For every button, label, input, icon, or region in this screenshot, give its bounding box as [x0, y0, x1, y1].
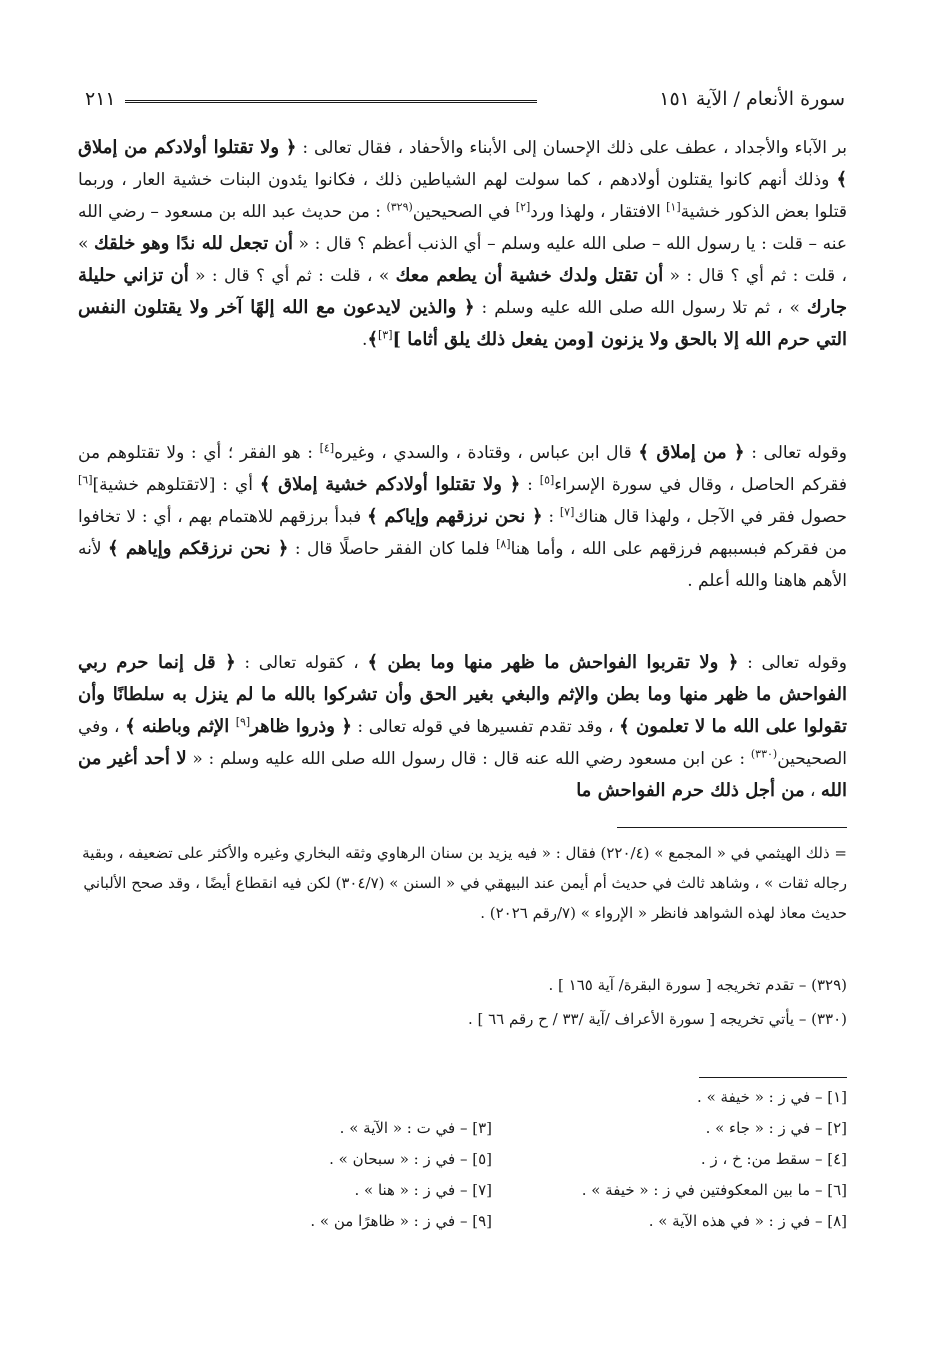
body-text: الافتقار ، ولهذا ورد: [530, 202, 667, 222]
body-text: حصول فقر في الآجل ، ولهذا قال هناك: [574, 507, 847, 527]
manuscript-note: [٢] – في ز : « جاء » .: [705, 1119, 847, 1137]
quoted-text: ﴿ والذين لايدعون مع الله إلهًا آخر ولا يقتلون النفس التي حرم الله إلا بالحق ولا يزنون [ومن يفعل ذلك يلق أثاما ]: [78, 297, 847, 350]
quoted-text: ﴿ قل إنما حرم ربي الفواحش ما ظهر منها وما بطن والإثم والبغي بغير الحق وأن تشركوا بالله ما لم ينزل به سلطانًا وأن تقولوا على الله ما لا تعلمون ﴾: [78, 652, 848, 737]
body-text: ، وفي الصحيحين: [78, 717, 847, 769]
quoted-text: ﴿ وذروا ظاهر: [250, 716, 352, 737]
paragraph-2: [78, 437, 847, 597]
quoted-text: من أجل ذلك حرم الفواحش ما: [576, 780, 805, 801]
quoted-text: أن تزاني حليلة جارك: [78, 265, 847, 318]
quoted-text: أن تقتل ولدك خشية أن يطعم معك: [395, 265, 664, 286]
body-text: » ، قلت : ثم أي ؟ قال : «: [188, 266, 396, 286]
reference-marker: [٧]: [559, 505, 575, 519]
footnote-continuation: = ذلك الهيثمي في « المجمع » (٢٢٠/٤) فقال : « فيه يزيد بن سنان الرهاوي وثقه البخاري وغيره والأكثر على تضعيفه ، وبقية رجاله ثقات » ، وشاهد ثالث في حديث أم أيمن عند البيهقي في « السنن » (٣٠٤/٧) لكن فيه انقطاع أيضًا ، وقد صحح الألباني حديث معاذ لهذه الشواهد فانظر « الإرواء » (٧/رقم ٢٠٢٦) .: [82, 844, 847, 922]
body-text: ،: [804, 781, 821, 801]
reference-marker: [٣]: [377, 328, 393, 342]
body-text: بر الآباء والأجداد ، عطف على ذلك الإحسان إلى الأبناء والأحفاد ، فقال تعالى :: [296, 138, 847, 158]
paragraph-1: [78, 132, 847, 356]
manuscript-note: [٦] – ما بين المعكوفتين في ز : « خيفة » .: [581, 1181, 847, 1199]
body-text: ، كقوله تعالى :: [235, 653, 368, 673]
body-text: » ، قلت : ثم أي ؟ قال : «: [78, 234, 847, 286]
note-row: [230, 1119, 847, 1150]
reference-marker: [١]: [666, 200, 681, 214]
quoted-text: لا أحد أغير من الله: [78, 748, 847, 801]
page-header: [85, 88, 845, 118]
reference-marker: [٨]: [496, 537, 511, 551]
manuscript-note: [٧] – في ز : « هنا » .: [354, 1181, 492, 1199]
body-text: : هو الفقر ؛ أي : ولا تقتلوهم من فقركم الحاصل ، وقال في سورة الإسراء: [78, 443, 847, 495]
body-text: :: [520, 475, 540, 495]
body-text: وقوله تعالى :: [744, 443, 848, 463]
manuscript-note: [١] – في ز : « خيفة » .: [697, 1088, 847, 1106]
manuscript-note: [٤] – سقط من: خ ، ز .: [700, 1150, 847, 1168]
reference-marker: [٩]: [235, 715, 251, 729]
manuscript-note: [242, 1088, 492, 1119]
paragraph-3: [78, 647, 847, 807]
manuscript-notes: [230, 1088, 847, 1243]
reference-marker: [٥]: [539, 473, 555, 487]
quoted-text: ﴿ ولا تقتلوا أولادكم خشية إملاق ﴾: [259, 474, 521, 495]
body-text: » ، ثم تلا رسول الله صلى الله عليه وسلم :: [474, 298, 807, 318]
body-text: :: [542, 507, 560, 527]
reference-marker: [٦]: [78, 473, 93, 487]
manuscript-note: [٨] – في ز : « في هذه الآية » .: [648, 1212, 847, 1230]
quoted-text: الإثم وباطنه ﴾: [125, 716, 236, 737]
body-text: فلما كان الفقر حاصلًا قال :: [288, 539, 497, 559]
body-text: لأنه الأهم هاهنا والله أعلم .: [78, 539, 847, 591]
body-text: .: [362, 330, 368, 350]
manuscript-note: [٥] – في ز : « سبحان » .: [329, 1150, 492, 1168]
reference-marker: [٤]: [319, 441, 335, 455]
notes-divider: [699, 1077, 847, 1078]
body-text: ، وقد تقدم تفسيرها في قوله تعالى :: [351, 717, 620, 737]
footnote-330: (٣٣٠) – يأتي تخريجه [ سورة الأعراف /آية /٣٣ / ح رقم ٦٦ ] .: [467, 1010, 847, 1028]
note-row: [230, 1181, 847, 1212]
footnote-divider: [617, 827, 847, 828]
reference-marker: (٣٢٩): [386, 200, 413, 214]
note-row: [230, 1150, 847, 1181]
footnote-329: (٣٢٩) – تقدم تخريجه [ سورة البقرة/ آية ١٦٥ ] .: [548, 976, 847, 994]
quoted-text: ﴿ ولا تقربوا الفواحش ما ظهر منها وما بطن ﴾: [367, 652, 739, 673]
quoted-text: ﴿ نحن نرزقكم وإياهم ﴾: [107, 538, 289, 559]
body-text: : عن ابن مسعود رضي الله عنه قال : قال رسول الله صلى الله عليه وسلم : «: [186, 749, 751, 769]
header-rule: [125, 100, 537, 106]
manuscript-note: [٩] – في ز : « ظاهرًا من » .: [310, 1212, 492, 1230]
reference-marker: [٢]: [515, 200, 531, 214]
surah-title: سورة الأنعام / الآية ١٥١: [659, 88, 845, 110]
body-text: قال ابن عباس ، وقتادة ، والسدي ، وغيره: [334, 443, 639, 463]
note-row: [230, 1088, 847, 1119]
quoted-text: ﴾: [367, 329, 378, 350]
body-text: وذلك أنهم كانوا يقتلون أولادهم ، كما سولت لهم الشياطين ذلك ، فكانوا يئدون البنات خشية العار ، وربما قتلوا بعض الذكور خشية: [78, 170, 847, 222]
reference-marker: (٣٣٠): [750, 747, 778, 761]
body-text: أي : [لاتقتلوهم خشية]: [92, 475, 260, 495]
quoted-text: ﴿ ولا تقتلوا أولادكم من إملاق ﴾: [78, 137, 847, 190]
body-text: فبدأ برزقهم للاهتمام بهم ، أي : لا تخافوا من فقركم فبسببهم فرزقهم على الله ، وأما هنا: [78, 507, 847, 559]
body-text: في الصحيحين: [412, 202, 516, 222]
quoted-text: ﴿ نحن نرزقهم وإياكم ﴾: [367, 506, 543, 527]
body-text: : من حديث عبد الله بن مسعود – رضي الله عنه – قلت : يا رسول الله – صلى الله عليه وسلم – أي الذنب أعظم ؟ قال : «: [78, 202, 847, 254]
note-row: [230, 1212, 847, 1243]
quoted-text: أن تجعل لله ندًا وهو خلقك: [94, 233, 293, 254]
quoted-text: ﴿ من إملاق ﴾: [638, 442, 745, 463]
manuscript-note: [٣] – في ت : « الآية » .: [339, 1119, 492, 1137]
page-number: ٢١١: [85, 88, 116, 110]
body-text: وقوله تعالى :: [738, 653, 847, 673]
